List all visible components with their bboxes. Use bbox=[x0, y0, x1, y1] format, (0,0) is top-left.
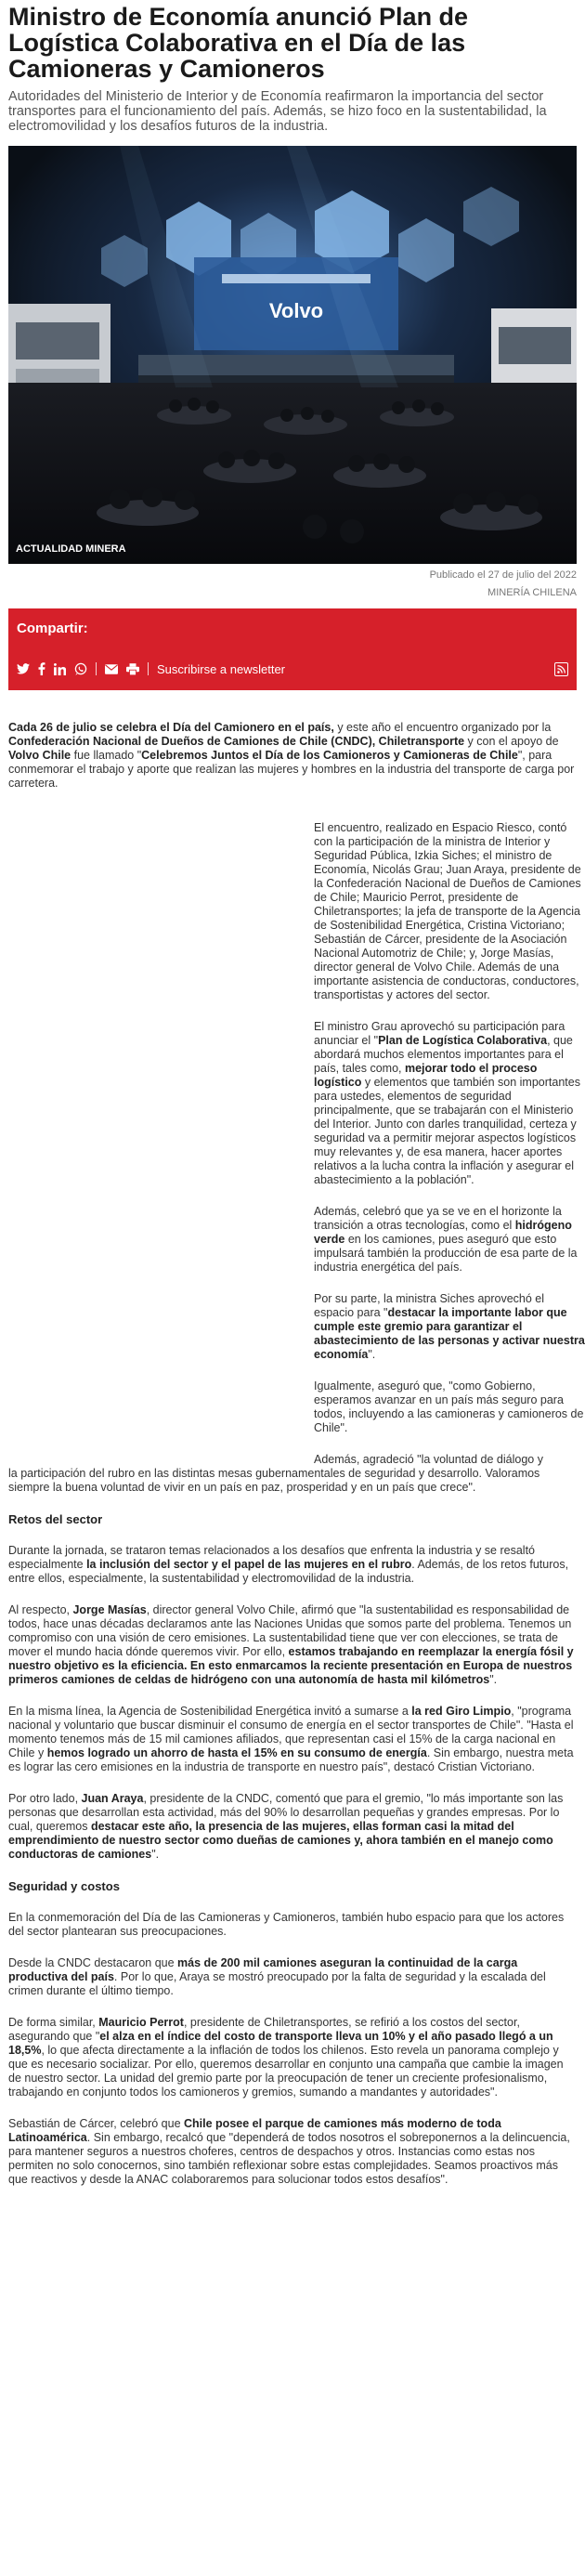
text-span: . Sin embargo, recalcó que "dependerá de todos nosotros el sobreponernos a la delincuencia, para mantener seguros a nuestros choferes, centros de despachos y otros. Instancias como estas nos permiten no solo conocernos, sino también reflexionar sobre estas complejidades. Seamos proactivos más que reactivos y desde la ANAC colaboraremos para solucionar todos estos desafíos". bbox=[8, 2131, 570, 2186]
text-span: Además, celebró que ya se ve en el horizonte la transición a otras tecnologías, como el bbox=[314, 1205, 562, 1232]
text-span: En la misma línea, la Agencia de Sostenibilidad Energética invitó a sumarse a bbox=[8, 1705, 412, 1718]
text-span: ". bbox=[368, 1348, 376, 1361]
share-icons bbox=[17, 661, 285, 676]
print-icon[interactable] bbox=[126, 661, 139, 676]
text-span: fue llamado " bbox=[71, 749, 142, 762]
right-column bbox=[314, 821, 585, 1467]
bold-text: hidrógeno verde bbox=[314, 1219, 572, 1246]
image-caption: ACTUALIDAD MINERA bbox=[16, 543, 126, 555]
bold-text: Plan de Logística Colaborativa bbox=[378, 1034, 548, 1047]
bold-text: Confederación Nacional de Dueños de Camiones de Chile (CNDC), Chiletransporte bbox=[8, 735, 465, 748]
bold-text: mejorar todo el proceso logístico bbox=[314, 1062, 538, 1089]
paragraph-cndc bbox=[8, 1956, 577, 1998]
paragraph-perrot bbox=[8, 2016, 577, 2099]
bold-text: destacar la importante labor que cumple este gremio para garantizar el abastecimiento de las personas y activar nuestra economía bbox=[314, 1306, 585, 1361]
bold-text: Jorge Masías bbox=[72, 1603, 147, 1616]
paragraph-concerns: En la conmemoración del Día de las Camioneras y Camioneros, también hubo espacio para que los actores del sector plantearan sus preocupaciones. bbox=[8, 1911, 565, 1938]
section-heading-retos: Retos del sector bbox=[8, 1512, 103, 1526]
linkedin-icon[interactable] bbox=[54, 661, 66, 676]
share-separator bbox=[96, 662, 97, 675]
bold-text: la inclusión del sector y el papel de las mujeres en el rubro bbox=[86, 1558, 412, 1571]
text-span: Sebastián de Cárcer, celebró que bbox=[8, 2117, 185, 2130]
paragraph-giro-limpio bbox=[8, 1705, 577, 1774]
stage-logo: Volvo bbox=[268, 299, 324, 322]
paragraph-plan bbox=[314, 1020, 585, 1187]
paragraph-hydrogen bbox=[314, 1205, 585, 1275]
paragraph-siches bbox=[314, 1292, 585, 1362]
text-span: ", para conmemorar el trabajo y aporte que realizan las mujeres y hombres en la industria del transporte de carga por carretera. bbox=[8, 749, 575, 790]
source-label: MINERÍA CHILENA bbox=[488, 587, 577, 598]
text-span: , presidente de Chiletransportes, se refirió a los costos del sector, asegurando que " bbox=[8, 2016, 520, 2043]
publish-date: Publicado el 27 de julio del 2022 bbox=[429, 569, 577, 581]
section-heading-seguridad: Seguridad y costos bbox=[8, 1879, 120, 1893]
share-bar bbox=[8, 608, 577, 690]
whatsapp-icon[interactable] bbox=[74, 661, 87, 676]
paragraph-government: Igualmente, aseguró que, "como Gobierno, esperamos avanzar en un país más seguro para todos, incluyendo a las camioneras y camioneros de Chile". bbox=[314, 1380, 584, 1434]
share-separator bbox=[148, 662, 149, 675]
paragraph-de-carcer bbox=[8, 2117, 577, 2187]
bold-text: hemos logrado un ahorro de hasta el 15% en su consumo de energía bbox=[46, 1746, 427, 1759]
bold-text: Mauricio Perrot bbox=[98, 2016, 184, 2029]
bold-text: Volvo Chile bbox=[8, 749, 72, 762]
text-span: ". bbox=[151, 1848, 160, 1861]
paragraph-araya bbox=[8, 1792, 577, 1862]
paragraph-intro bbox=[8, 721, 577, 791]
twitter-icon[interactable] bbox=[17, 661, 30, 676]
text-span: , "programa nacional y voluntario que buscar disminuir el consumo de energía en el sector transportes de Chile". "Hasta el momento tenemos más de 15 mil camiones afiliados, que representan casi el 15% de la carga nacional en Chile y bbox=[8, 1705, 574, 1759]
paragraph-attendees: El encuentro, realizado en Espacio Riesco, contó con la participación de la ministra de Interior y Seguridad Pública, Izkia Siches; el ministro de Economía, Nicolás Grau; Juan Araya, presidente de la Confederación Nacional de Dueños de Camiones de Chile; Mauricio Perrot, presidente de Chiletransportes; la jefa de transporte de la Agencia de Sostenibilidad Energética, Cristina Victoriano; Sebastián de Cárcer, presidente de la Asociación Nacional Automotriz de Chile; y, Jorge Masías, director general de Volvo Chile. Además de una importante asistencia de conductoras, conductores, transportistas y actores del sector. bbox=[314, 821, 581, 1001]
text-span: , que abordará muchos elementos importantes para el país, tales como, bbox=[314, 1034, 573, 1075]
bold-text: Juan Araya bbox=[81, 1792, 144, 1805]
bold-text: Cada 26 de julio se celebra el Día del Camionero en el país, bbox=[8, 721, 334, 734]
lead-paragraph: Autoridades del Ministerio de Interior y de Economía reafirmaron la importancia del sector transportes para el funcionamiento del país. Además, se hizo foco en la sustentabilidad, la electromovilidad y los desafíos futuros de la industria. bbox=[8, 89, 547, 134]
text-span: Al respecto, bbox=[8, 1603, 73, 1616]
text-span: Durante la jornada, se trataron temas relacionados a los desafíos que enfrenta la industria y se resaltó especialmente bbox=[8, 1544, 535, 1571]
text-span: , lo que afecta directamente a la inflación de todos los chilenos. Esto revela un panorama complejo y que es necesario socializar. Por ello, queremos desarrollar en conjunto una campaña que cambie la imagen de nuestro sector. La unidad del gremio parte por la preocupación de tener un creciente profesionalismo, trabajando en conjunto todos los camioneros y gremios, sumando a mandantes y autoridades". bbox=[8, 2044, 564, 2099]
text-span: Por otro lado, bbox=[8, 1792, 82, 1805]
facebook-icon[interactable] bbox=[38, 661, 46, 676]
newsletter-link[interactable]: Suscribirse a newsletter bbox=[157, 661, 285, 676]
text-span: ". bbox=[489, 1673, 498, 1686]
article-body bbox=[8, 721, 585, 2187]
text-span: , presidente de la CNDC, comentó que para el gremio, "lo más importante son las personas que desarrollan esta actividad, más del 90% lo desarrollan pequeñas y grandes empresas. Por lo cual, queremos bbox=[8, 1792, 564, 1833]
text-span: , director general Volvo Chile, afirmó que "la sustentabilidad es responsabilidad de todos, hace unas décadas declaramos ante las Naciones Unidas que somos parte del problema. Tenemos un compromiso con una visión de cero emisiones. La sustentabilidad tiene que ver con elecciones, se trata de mover el mundo hacia dónde queremos vivir. Por ello, bbox=[8, 1603, 572, 1658]
hero-image bbox=[8, 146, 577, 564]
bold-text: el alza en el índice del costo de transporte lleva un 10% y el año pasado llegó a un 18,5% bbox=[8, 2030, 553, 2057]
headline: Ministro de Economía anunció Plan de Logística Colaborativa en el Día de las Camioneras y Camioneros bbox=[8, 3, 469, 83]
text-span: . Sin embargo, nuestra meta es lograr las cero emisiones en la industria de transporte en nuestro país", destacó Cristian Victoriano. bbox=[8, 1746, 574, 1773]
text-span: . Por lo que, Araya se mostró preocupado por la falta de seguridad y la escalada del crimen durante el último tiempo. bbox=[8, 1970, 546, 1997]
paragraph-dialogue-start: Además, agradeció "la voluntad de diálogo y bbox=[314, 1453, 543, 1466]
bold-text: estamos trabajando en reemplazar la energía fósil y nuestro objetivo es la eficiencia. En esto enmarcamos la reciente presentación en Europa de nuestros primeros camiones de celdas de hidrógeno con una autonomía de hasta mil kilómetros bbox=[8, 1645, 574, 1686]
event-photo bbox=[8, 146, 577, 564]
text-span: . Además, de los retos futuros, entre ellos, especialmente, la sustentabilidad y electromovilidad de la industria. bbox=[8, 1558, 569, 1585]
paragraph-masias bbox=[8, 1603, 577, 1687]
text-span: De forma similar, bbox=[8, 2016, 99, 2029]
rss-icon[interactable] bbox=[554, 662, 568, 676]
text-span: y elementos que también son importantes para ustedes, elementos de seguridad principalmente, que se trabajarán con el Ministerio del Interior. Junto con darles tranquilidad, certeza y seguridad va a permitir mejorar aspectos logísticos muy relevantes y, de esa manera, hacer aportes relativos a la lucha contra la inflación y asegurar el abastecimiento a la población". bbox=[314, 1076, 580, 1186]
paragraph-dialogue-end: la participación del rubro en las distintas mesas gubernamentales de seguridad y desarrollo. Valoramos siempre la buena voluntad de vivir en un país en paz, prosperidad y en un país que crece". bbox=[8, 1467, 540, 1494]
paragraph-inclusion bbox=[8, 1544, 577, 1586]
text-span: Desde la CNDC destacaron que bbox=[8, 1956, 178, 1969]
share-title: Compartir: bbox=[17, 621, 88, 636]
email-icon[interactable] bbox=[105, 661, 118, 676]
bold-text: la red Giro Limpio bbox=[411, 1705, 512, 1718]
bold-text: destacar este año, la presencia de las mujeres, ellas forman casi la mitad del emprendimiento de nuestro sector como dueñas de camiones y, ahora también en el manejo como conductoras de camiones bbox=[8, 1820, 553, 1861]
text-span: y con el apoyo de bbox=[464, 735, 559, 748]
bold-text: Chile posee el parque de camiones más moderno de toda Latinoamérica bbox=[8, 2117, 501, 2144]
bold-text: más de 200 mil camiones aseguran la continuidad de la carga productiva del país bbox=[8, 1956, 518, 1983]
text-span: El ministro Grau aprovechó su participación para anunciar el " bbox=[314, 1020, 566, 1047]
text-span: Por su parte, la ministra Siches aprovechó el espacio para " bbox=[314, 1292, 545, 1319]
text-span: en los camiones, pues aseguró que esto impulsará también la producción de esa parte de la industria energética del país. bbox=[314, 1233, 578, 1274]
text-span: y este año el encuentro organizado por la bbox=[333, 721, 552, 734]
bold-text: Celebremos Juntos el Día de los Camioneros y Camioneras de Chile bbox=[141, 749, 518, 762]
